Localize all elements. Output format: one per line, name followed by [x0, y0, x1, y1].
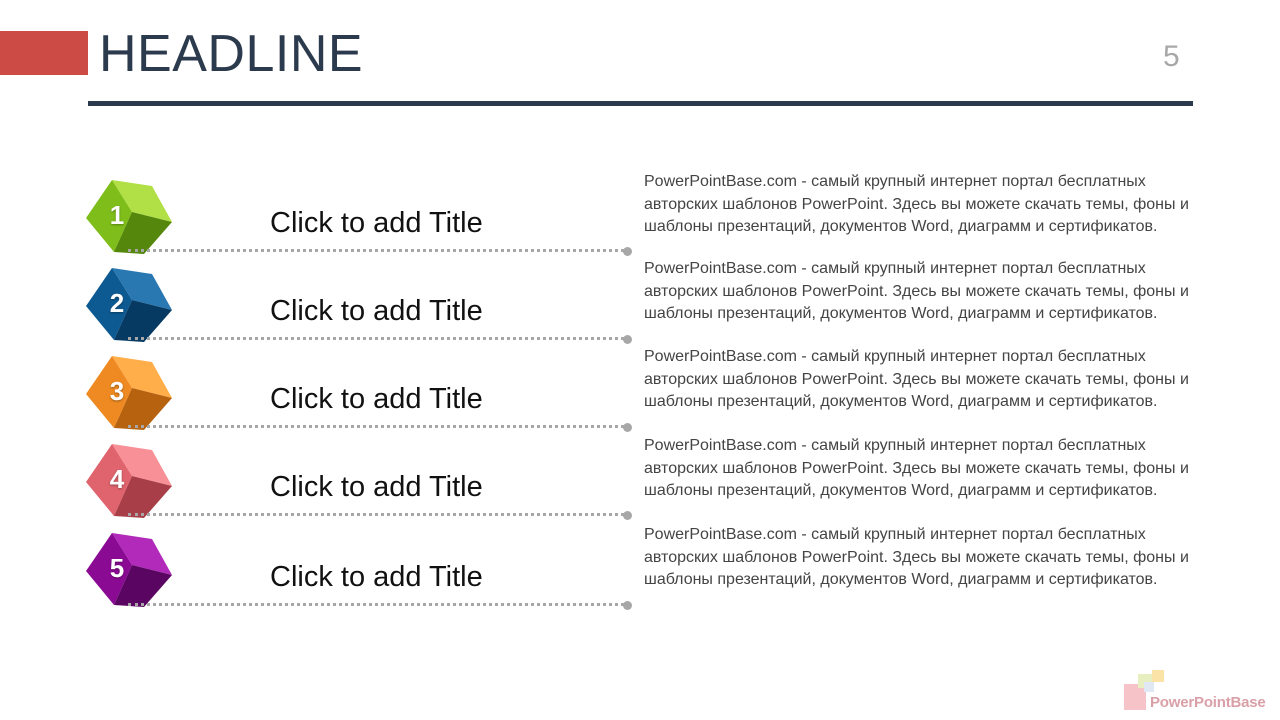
list-item-1	[0, 173, 1280, 264]
list-item-3	[0, 348, 1280, 440]
dotted-connector	[128, 603, 624, 606]
cube-icon	[86, 180, 172, 256]
item-number: 4	[109, 464, 125, 494]
connector-endpoint	[623, 335, 632, 344]
item-number: 3	[109, 376, 125, 406]
item-title[interactable]: Click to add Title	[270, 471, 483, 503]
list-item-4	[0, 437, 1280, 528]
connector-endpoint	[623, 247, 632, 256]
item-description[interactable]: PowerPointBase.com - самый крупный интернет портал бесплатных авторских шаблонов PowerPoint. Здесь вы можете скачать темы, фоны и шаблоны презентаций, документов Word, диаграмм и сертификатов.	[644, 173, 1189, 235]
item-title[interactable]: Click to add Title	[270, 207, 483, 239]
item-description[interactable]: PowerPointBase.com - самый крупный интернет портал бесплатных авторских шаблонов PowerPoint. Здесь вы можете скачать темы, фоны и шаблоны презентаций, документов Word, диаграмм и сертификатов.	[644, 348, 1189, 410]
item-title[interactable]: Click to add Title	[270, 383, 483, 415]
item-description[interactable]: PowerPointBase.com - самый крупный интернет портал бесплатных авторских шаблонов PowerPoint. Здесь вы можете скачать темы, фоны и шаблоны презентаций, документов Word, диаграмм и сертификатов.	[644, 526, 1189, 588]
list-item-5	[0, 526, 1280, 617]
logo-text: PowerPointBase	[1150, 694, 1266, 711]
logo-square-icon	[1144, 682, 1154, 692]
dotted-connector	[128, 425, 624, 428]
cube-icon	[86, 268, 172, 344]
item-number: 5	[109, 553, 125, 583]
item-number: 2	[109, 288, 125, 318]
page-number: 5	[1163, 40, 1180, 73]
item-title[interactable]: Click to add Title	[270, 561, 483, 593]
connector-endpoint	[623, 423, 632, 432]
item-number: 1	[109, 200, 125, 230]
dotted-connector	[128, 513, 624, 516]
headline-underline	[88, 101, 1193, 106]
item-description[interactable]: PowerPointBase.com - самый крупный интернет портал бесплатных авторских шаблонов PowerPoint. Здесь вы можете скачать темы, фоны и шаблоны презентаций, документов Word, диаграмм и сертификатов.	[644, 260, 1189, 322]
cube-icon	[86, 356, 172, 432]
item-description[interactable]: PowerPointBase.com - самый крупный интернет портал бесплатных авторских шаблонов PowerPoint. Здесь вы можете скачать темы, фоны и шаблоны презентаций, документов Word, диаграмм и сертификатов.	[644, 437, 1189, 499]
cube-icon	[86, 444, 172, 520]
slide-headline[interactable]: HEADLINE	[99, 25, 364, 83]
item-title[interactable]: Click to add Title	[270, 295, 483, 327]
logo-square-icon	[1152, 670, 1164, 682]
powerpointbase-logo	[1124, 668, 1280, 720]
list-item-2	[0, 260, 1280, 352]
connector-endpoint	[623, 511, 632, 520]
connector-endpoint	[623, 601, 632, 610]
dotted-connector	[128, 337, 624, 340]
accent-bar	[0, 31, 88, 75]
cube-icon	[86, 533, 172, 609]
dotted-connector	[128, 249, 624, 252]
